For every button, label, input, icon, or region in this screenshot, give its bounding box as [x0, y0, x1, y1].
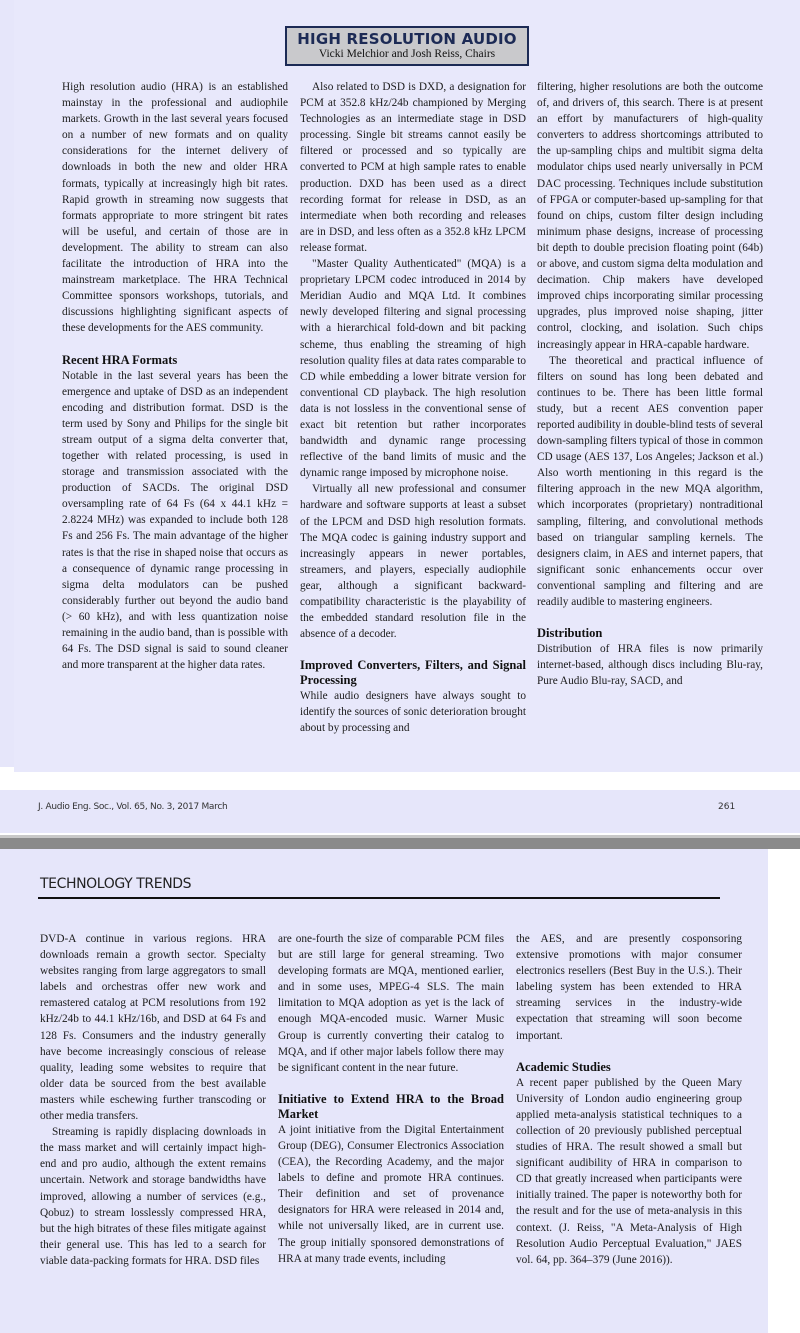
page2-column-3	[516, 931, 742, 1268]
heading-improved-converters: Improved Converters, Filters, and Signal Processing	[300, 658, 526, 688]
paragraph: filtering, higher resolutions are both the outcome of, and drivers of, this search. There is at present an effort by manufacturers of high-quality converters to address shortcomings attributed to the up-sampling chips and multibit sigma delta modulator chips used nearly universally in PCM DAC processing. Techniques include substitution of FPGA or computer-based up-sampling for that found on chips, custom filter design including minimum phase designs, increase of processing bit depth to double precision floating point (64b) or above, and custom sigma delta modulation and decimation. Chip makers have developed improved chips incorporating similar processing upgrades, plus improved noise shaping, jitter control, clocking, and isolation. Such chips increasingly appear in HRA-capable hardware.	[537, 81, 763, 351]
page1-column-3	[537, 79, 763, 689]
paragraph: The theoretical and practical influence of filters on sound has long been debated and continues to be. There has been little formal study, but a recent AES convention paper reported audibility in double-blind tests of several down-sampling filters typical of those in common CD usage (AES 137, Los Angeles; Jackson et al.) Also worth mentioning in this regard is the filtering approach in the new MQA algorithm, which incorporates (proprietary) nontraditional sampling, filtering, and convolutional methods based on triangular sampling kernels. The designers claim, in AES and internet papers, that significant sonic enhancements occur over conventional sampling and filtering and are readily audible to mastering engineers.	[537, 354, 763, 608]
page1-column-2	[300, 79, 526, 737]
page2-column-2	[278, 931, 504, 1267]
paragraph: Also related to DSD is DXD, a designation for PCM at 352.8 kHz/24b championed by Merging Technologies as an intermediate stage in DSD processing. Single bit streams cannot easily be filtered or processed and so typically are converted to PCM at high sample rates to enable production. DXD has been used as a direct recording format for release in DSD, as an intermediate when both recording and releases are in DSD, and less often as a 352.8 kHz LPCM release format.	[300, 81, 526, 254]
page-margin	[768, 849, 800, 1333]
header-rule	[38, 897, 720, 899]
paragraph: Streaming is rapidly displacing downloads in the mass market and will certainly impact high-end and pro audio, although the extent remains uncertain. Network and storage bandwidths have improved, allowing a number of services (e.g., Qobuz) to stream losslessly compressed HRA, but the high bitrates of these files mitigate against their general use. This has led to a search for viable data-packing formats for HRA. DSD files	[40, 1126, 266, 1267]
section-header-chairs: Vicki Melchior and Josh Reiss, Chairs	[318, 48, 496, 60]
heading-distribution: Distribution	[537, 626, 603, 641]
paragraph: Distribution of HRA files is now primarily internet-based, although discs including Blu-ray, Pure Audio Blu-ray, SACD, and	[537, 643, 763, 688]
paragraph: A joint initiative from the Digital Entertainment Group (DEG), Consumer Electronics Association (CEA), the Recording Academy, and the major labels to define and promote HRA continues. Their definition and set of provenance designators for HRA were released in 2014 and, while not universally liked, are in current use. The group initially sponsored demonstrations of HRA at many trade events, including	[278, 1123, 504, 1265]
heading-initiative: Initiative to Extend HRA to the Broad Market	[278, 1091, 504, 1121]
page-separator	[0, 835, 800, 849]
section-header-box	[285, 26, 529, 66]
section-header-title: HIGH RESOLUTION AUDIO	[297, 30, 517, 48]
paragraph: Notable in the last several years has been the emergence and uptake of DSD as an independent encoding and distribution format. DSD is the term used by Sony and Philips for the single bit stream output of a sigma delta converter that, together with related processing, is used in storage and transmission associated with the production of SACDs. The original DSD oversampling rate of 64 Fs (64 x 44.1 kHz = 2.8224 MHz) was expanded to include both 128 Fs and 256 Fs. The main advantage of the higher rates is that the rise in shaped noise that occurs as a consequence of dynamic range processing in sigma delta modulators can be pushed considerably further out beyond the audio band (> 60 kHz), and with less quantization noise remaining in the audio band, than is possible with 64 Fs. The DSD signal is said to sound cleaner and more transparent at the higher data rates.	[62, 369, 288, 672]
heading-academic-studies: Academic Studies	[516, 1059, 611, 1074]
page-gap	[0, 772, 800, 790]
paragraph: the AES, and are presently cosponsoring extensive promotions with major consumer electronics resellers (Best Buy in the U.S.). Their labeling system has been extended to HRA streaming services in the industry-wide expectation that streaming will soon become important.	[516, 933, 742, 1042]
page-number: 261	[718, 802, 736, 812]
intro-paragraph: High resolution audio (HRA) is an established mainstay in the professional and audiophile markets. Growth in the last several years focused on a number of new formats and on quality considerations for the internet delivery of downloads in both the new and older HRA formats, typically at increasingly high bit rates. Rapid growth in streaming now suggests that formats appropriate to more stringent bit rates will be useful, and certain of those are in development. The ability to stream can also facilitate the introduction of HRA into the mainstream marketplace. The HRA Technical Committee sponsors workshops, tutorials, and discussions highlighting significant aspects of these developments for the AES community.	[62, 81, 288, 335]
paragraph: are one-fourth the size of comparable PCM files but are still large for general streaming. Two developing formats are MQA, mentioned earlier, and in some uses, MPEG-4 SLS. The main limitation to MQA adoption as yet is the lack of enough MQA-encoded music. Warner Music Group is currently converting their catalog to MQA, and if other major labels follow there may be significant content in the near future.	[278, 933, 504, 1074]
page2-column-1	[40, 931, 266, 1269]
journal-citation: J. Audio Eng. Soc., Vol. 65, No. 3, 2017 March	[38, 802, 228, 812]
paragraph: A recent paper published by the Queen Mary University of London audio engineering group applied meta-analysis statistical techniques to a collection of 20 previously published perceptual studies of HRA. The result showed a small but significant audibility of HRA in comparison to CD that greatly increased when participants were initially trained. The paper is noteworthy both for the result and for the use of meta-analysis in this context. (J. Reiss, "A Meta-Analysis of High Resolution Audio Perceptual Evaluation," JAES vol. 64, pp. 364–379 (June 2016)).	[516, 1076, 742, 1266]
running-head: TECHNOLOGY TRENDS	[40, 876, 192, 892]
paragraph: "Master Quality Authenticated" (MQA) is a proprietary LPCM codec introduced in 2014 by Meridian Audio and MQA Ltd. It combines newly developed filtering and signal processing with a hierarchical fold-down and bit packing scheme, thus enabling the streaming of high resolution quality files at data rates comparable to CD while embedding a lower bitrate version for conventional CD playback. The high resolution data is not lossless in the conventional sense of exact bit retention but rather incorporates bandwidth and dynamic range processing reflective of the band limits of music and the dynamic range imposed by microphone noise.	[300, 258, 526, 480]
heading-recent-hra-formats: Recent HRA Formats	[62, 352, 178, 367]
paragraph: DVD-A continue in various regions. HRA downloads remain a growth sector. Specialty websites ranging from large aggregators to small labels and orchestras offer new work and remastered catalog at PCM resolutions from 192 kHz/24b to 44.1 kHz/16b, and DSD at 64 Fs and 128 Fs. Consumers and the industry generally have become increasingly conscious of release quality, leading some websites to require that older data be sourced from the best available masters while eschewing further transcoding or other media transfers.	[40, 933, 266, 1123]
page1-column-1	[62, 79, 288, 673]
paragraph: While audio designers have always sought to identify the sources of sonic deterioration brought about by processing and	[300, 690, 526, 735]
paragraph: Virtually all new professional and consumer hardware and software supports at least a subset of the LPCM and DSD high resolution formats. The MQA codec is gaining industry support and increasingly appears in newer portables, streamers, and players, especially audiophile gear, although a significant backward-compatibility characteristic is the playability of the embedded standard resolution file in the absence of a decoder.	[300, 483, 526, 641]
